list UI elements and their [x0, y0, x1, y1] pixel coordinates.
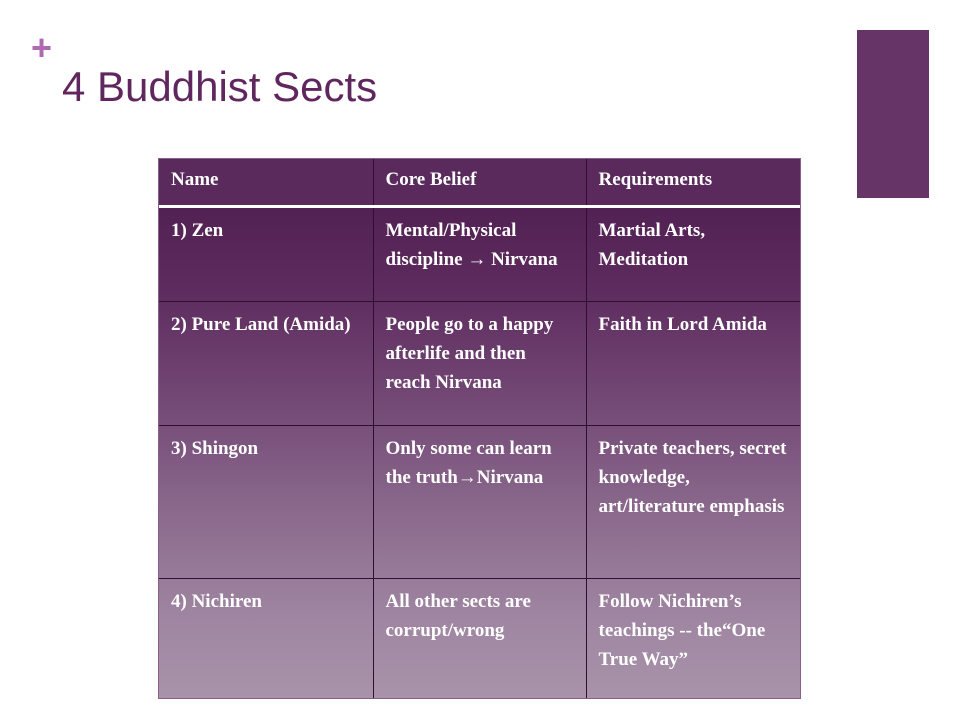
table-row	[159, 302, 800, 426]
cell-requirements: Follow Nichiren’s teachings -- the“One True Way”	[598, 591, 766, 670]
cell-name: 4) Nichiren	[159, 579, 373, 700]
table-header-row	[159, 159, 800, 207]
cell-name: 1) Zen	[159, 207, 373, 302]
cell-name: 3) Shingon	[159, 426, 373, 579]
table-row	[159, 579, 800, 700]
cell-requirements: Martial Arts, Meditation	[586, 207, 800, 302]
header-name: Name	[159, 159, 373, 207]
plus-icon: +	[31, 27, 53, 68]
header-core-belief: Core Belief	[373, 159, 586, 207]
cell-core-belief: Mental/Physical discipline → Nirvana	[373, 207, 586, 302]
cell-core-belief: People go to a happy afterlife and then reach Nirvana	[373, 302, 586, 426]
sects-table-container	[158, 158, 801, 699]
accent-bar	[857, 30, 929, 198]
slide-title: 4 Buddhist Sects	[62, 63, 378, 110]
table-row	[159, 207, 800, 302]
cell-name: 2) Pure Land (Amida)	[159, 302, 373, 426]
cell-requirements: Faith in Lord Amida	[586, 302, 800, 426]
cell-core-belief: All other sects are corrupt/wrong	[373, 579, 586, 700]
header-requirements: Requirements	[586, 159, 800, 207]
cell-requirements: Private teachers, secret knowledge, art/literature emphasis	[586, 426, 800, 579]
cell-core-belief: Only some can learn the truth→Nirvana	[373, 426, 586, 579]
sects-table	[159, 159, 800, 699]
table-row	[159, 426, 800, 579]
